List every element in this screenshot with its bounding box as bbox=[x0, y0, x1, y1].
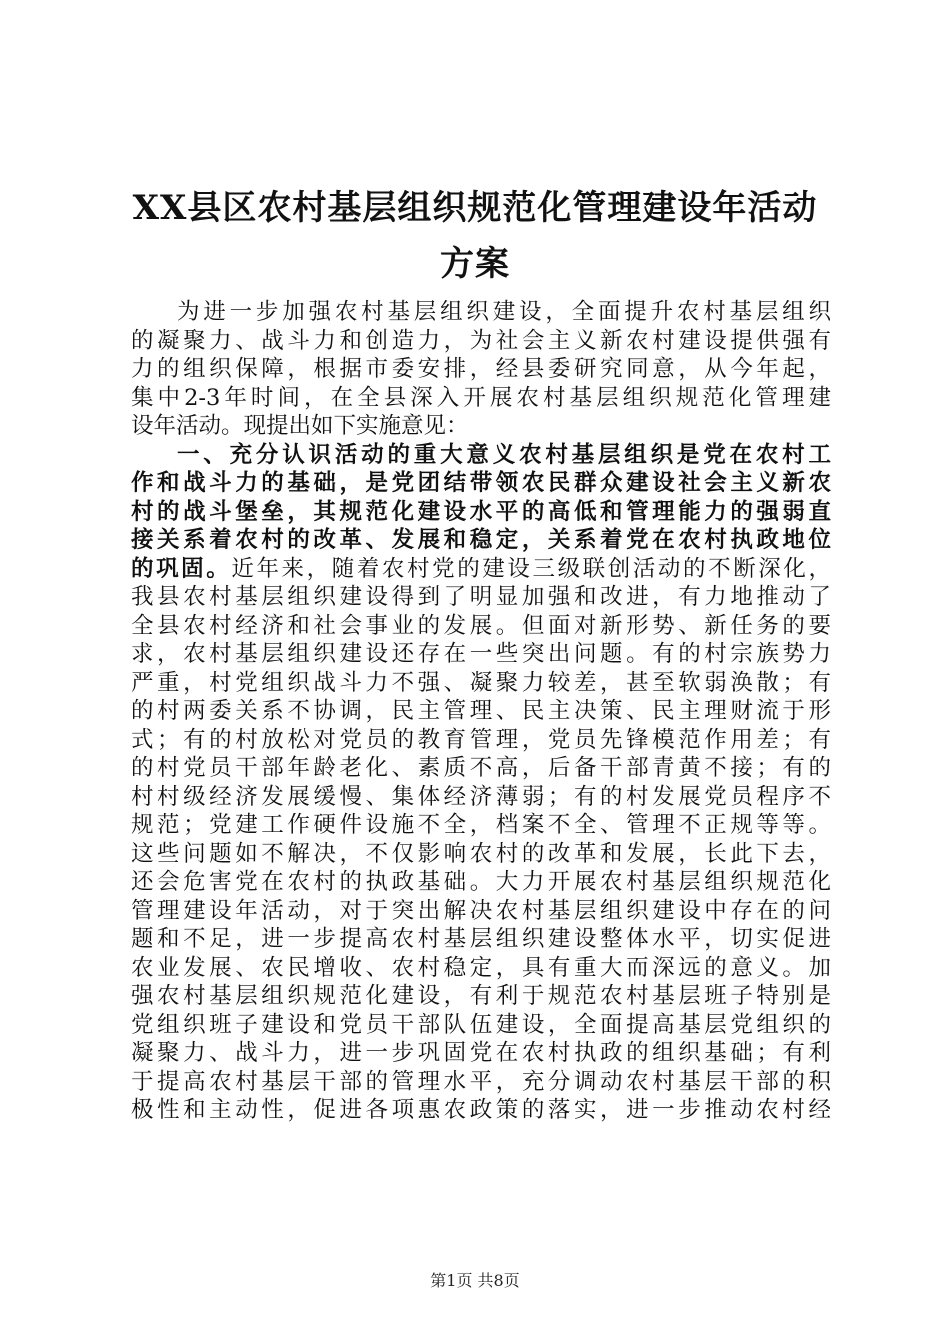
section-heading-line: 作和战斗力的基础，是党团结带领农民群众建设社会主义新农 bbox=[131, 470, 831, 496]
paragraph-line: 党组织班子建设和党员干部队伍建设，全面提高基层党组织的 bbox=[131, 1011, 831, 1038]
paragraph-line: 的村两委关系不协调，民主管理、民主决策、民主理财流于形 bbox=[131, 698, 831, 724]
paragraph-line: 严重，村党组织战斗力不强、凝聚力较差，甚至软弱涣散；有 bbox=[131, 669, 831, 696]
paragraph-line: 为进一步加强农村基层组织建设，全面提升农村基层组织 bbox=[177, 299, 831, 325]
paragraph-line: 强农村基层组织规范化建设，有利于规范农村基层班子特别是 bbox=[131, 983, 831, 1009]
paragraph-line: 求，农村基层组织建设还存在一些突出问题。有的村宗族势力 bbox=[131, 641, 831, 667]
section-heading-line: 一、充分认识活动的重大意义农村基层组织是党在农村工 bbox=[177, 441, 831, 468]
section-heading-line: 村的战斗堡垒，其规范化建设水平的高低和管理能力的强弱直 bbox=[131, 498, 831, 525]
section-heading-end: 的巩固。 bbox=[131, 555, 232, 582]
paragraph-line: 设年活动。现提出如下实施意见： bbox=[131, 413, 469, 439]
document-title-line1: XX县区农村基层组织规范化管理建设年活动 bbox=[132, 188, 818, 228]
paragraph-line: 极性和主动性，促进各项惠农政策的落实，进一步推动农村经 bbox=[131, 1097, 831, 1123]
paragraph-line: 凝聚力、战斗力，进一步巩固党在农村执政的组织基础；有利 bbox=[131, 1040, 831, 1066]
paragraph-line: 的村党员干部年龄老化、素质不高，后备干部青黄不接；有的 bbox=[131, 755, 831, 781]
paragraph-line: 于提高农村基层干部的管理水平，充分调动农村基层干部的积 bbox=[131, 1068, 831, 1095]
paragraph-line: 还会危害党在农村的执政基础。大力开展农村基层组织规范化 bbox=[131, 869, 831, 895]
paragraph-line: 规范；党建工作硬件设施不全，档案不全、管理不正规等等。 bbox=[131, 812, 831, 838]
paragraph-line: 农业发展、农民增收、农村稳定，具有重大而深远的意义。加 bbox=[131, 954, 831, 981]
document-title-line2: 方案 bbox=[440, 244, 510, 284]
paragraph-line: 管理建设年活动，对于突出解决农村基层组织建设中存在的问 bbox=[131, 897, 831, 924]
paragraph-text: 近年来，随着农村党的建设三级联创活动的不断深化， bbox=[231, 555, 831, 582]
paragraph-line: 这些问题如不解决，不仅影响农村的改革和发展，长此下去， bbox=[131, 840, 831, 867]
paragraph-line: 力的组织保障，根据市委安排，经县委研究同意，从今年起， bbox=[131, 356, 831, 382]
section-heading-line: 接关系着农村的改革、发展和稳定，关系着党在农村执政地位 bbox=[131, 527, 831, 553]
page-footer: 第1页 共8页 bbox=[430, 1271, 520, 1290]
paragraph-line: 的凝聚力、战斗力和创造力，为社会主义新农村建设提供强有 bbox=[131, 327, 831, 354]
paragraph-line: 集中2-3年时间，在全县深入开展农村基层组织规范化管理建 bbox=[131, 384, 831, 411]
paragraph-line: 全县农村经济和社会事业的发展。但面对新形势、新任务的要 bbox=[131, 612, 831, 639]
paragraph-line: 村村级经济发展缓慢、集体经济薄弱；有的村发展党员程序不 bbox=[131, 783, 831, 810]
document-body bbox=[131, 298, 831, 1125]
paragraph-line: 题和不足，进一步提高农村基层组织建设整体水平，切实促进 bbox=[131, 926, 831, 952]
paragraph-line: 我县农村基层组织建设得到了明显加强和改进，有力地推动了 bbox=[131, 584, 831, 610]
paragraph-line: 式；有的村放松对党员的教育管理，党员先锋模范作用差；有 bbox=[131, 726, 831, 753]
paragraph-line-mixed bbox=[131, 555, 831, 584]
